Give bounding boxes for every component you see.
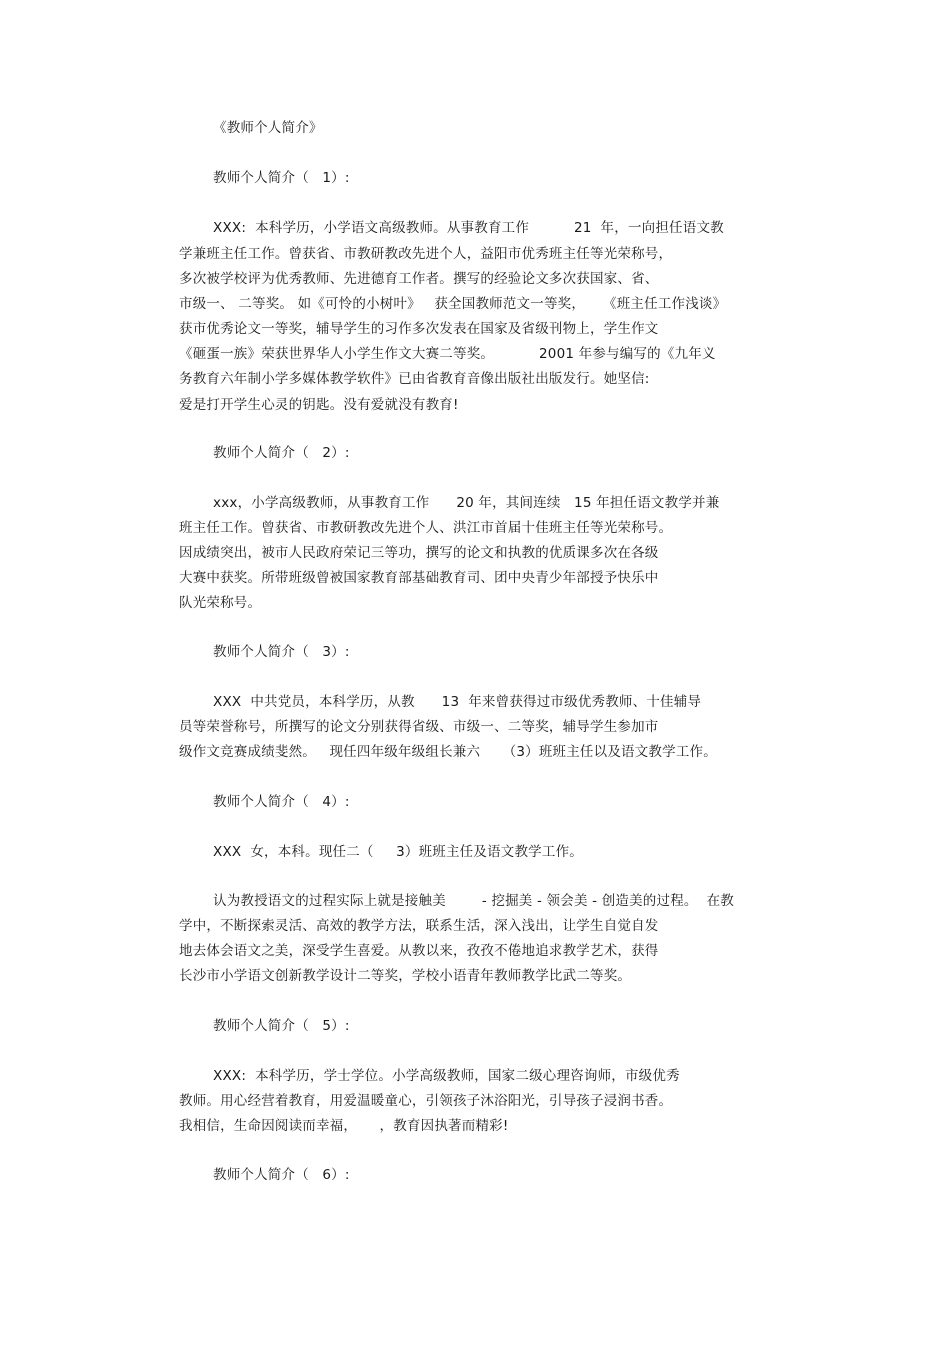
section-heading-3: 教师个人简介（ 3）:: [213, 644, 350, 660]
paragraph-line: 队光荣称号。: [179, 595, 262, 611]
paragraph-line: 因成绩突出，被市人民政府荣记三等功，撰写的论文和执教的优质课多次在各级: [179, 545, 659, 561]
paragraph-line: 班主任工作。曾获省、市教研教改先进个人、洪江市首届十佳班主任等光荣称号。: [179, 520, 673, 536]
paragraph-line: 多次被学校评为优秀教师、先进德育工作者。撰写的经验论文多次获国家、省、: [179, 271, 659, 287]
paragraph-line: 务教育六年制小学多媒体教学软件》已由省教育音像出版社出版发行。她坚信:: [179, 371, 650, 387]
section-heading-1: 教师个人简介（ 1）:: [213, 170, 350, 186]
section-heading-4: 教师个人简介（ 4）:: [213, 794, 350, 810]
paragraph-line: 认为教授语文的过程实际上就是接触美 - 挖掘美 - 领会美 - 创造美的过程。 在教: [213, 893, 734, 909]
paragraph-line: xxx，小学高级教师，从事教育工作 20 年，其间连续 15 年担任语文教学并兼: [213, 495, 720, 511]
paragraph-line: 级作文竞赛成绩斐然。 现任四年级年级组长兼六 （3）班班主任以及语文教学工作。: [179, 744, 717, 760]
paragraph-line: 我相信，生命因阅读而幸福， ，教育因执著而精彩!: [179, 1118, 509, 1134]
section-heading-2: 教师个人简介（ 2）:: [213, 445, 350, 461]
paragraph-line: XXX: 本科学历，小学语文高级教师。从事教育工作 21 年，一向担任语文教: [213, 220, 724, 236]
paragraph-line: XXX 女，本科。现任二（ 3）班班主任及语文教学工作。: [213, 844, 583, 860]
paragraph-line: 长沙市小学语文创新教学设计二等奖，学校小语青年教师教学比武二等奖。: [179, 968, 632, 984]
paragraph-line: 大赛中获奖。所带班级曾被国家教育部基础教育司、团中央青少年部授予快乐中: [179, 570, 659, 586]
section-heading-5: 教师个人简介（ 5）:: [213, 1018, 350, 1034]
paragraph-line: 学中，不断探索灵活、高效的教学方法，联系生活，深入浅出，让学生自觉自发: [179, 918, 659, 934]
paragraph-line: 地去体会语文之美，深受学生喜爱。从教以来，孜孜不倦地追求教学艺术，获得: [179, 943, 659, 959]
paragraph-line: 员等荣誉称号，所撰写的论文分别获得省级、市级一、二等奖，辅导学生参加市: [179, 719, 659, 735]
paragraph-line: XXX 中共党员，本科学历，从教 13 年来曾获得过市级优秀教师、十佳辅导: [213, 694, 702, 710]
paragraph-line: XXX: 本科学历，学士学位。小学高级教师，国家二级心理咨询师，市级优秀: [213, 1068, 680, 1084]
document-title: 《教师个人简介》: [213, 120, 323, 136]
paragraph-line: 学兼班主任工作。曾获省、市教研教改先进个人，益阳市优秀班主任等光荣称号，: [179, 246, 673, 262]
section-heading-6: 教师个人简介（ 6）:: [213, 1167, 350, 1183]
paragraph-line: 《砸蛋一族》荣获世界华人小学生作文大赛二等奖。 2001 年参与编写的《九年义: [179, 346, 716, 362]
paragraph-line: 教师。用心经营着教育，用爱温暖童心，引领孩子沐浴阳光，引导孩子浸润书香。: [179, 1093, 673, 1109]
paragraph-line: 市级一、 二等奖。 如《可怜的小树叶》 获全国教师范文一等奖， 《班主任工作浅谈》: [179, 296, 727, 312]
paragraph-line: 获市优秀论文一等奖，辅导学生的习作多次发表在国家及省级刊物上，学生作文: [179, 321, 659, 337]
paragraph-line: 爱是打开学生心灵的钥匙。没有爱就没有教育!: [179, 397, 459, 413]
